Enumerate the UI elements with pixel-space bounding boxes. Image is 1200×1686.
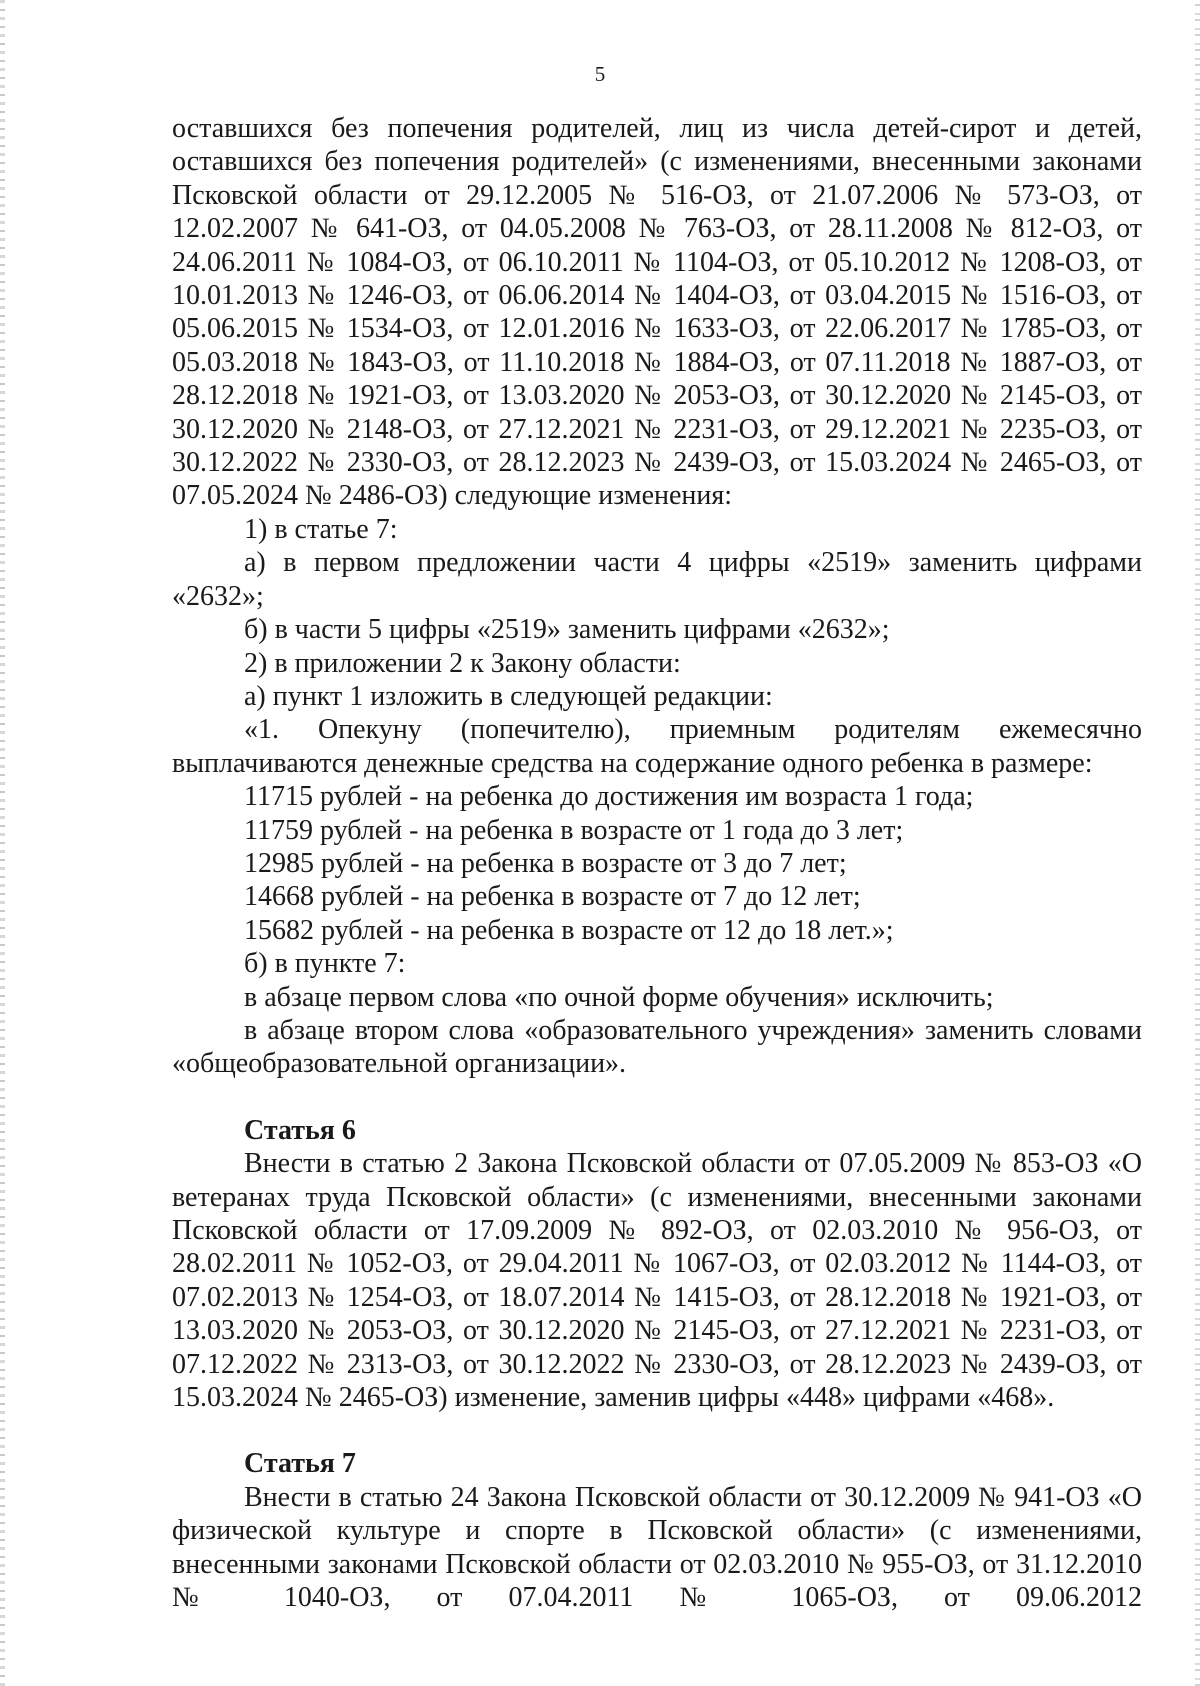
paragraph: Внести в статью 2 Закона Псковской области от 07.05.2009 № 853-ОЗ «О ветеранах труда Псковской области» (с изменениями, внесенными законами Псковской области от 17.09.2009 № 892-ОЗ, от 02.03.2010 № 956-ОЗ, от 28.02.2011 № 1052-ОЗ, от 29.04.2011 № 1067-ОЗ, от 02.03.2012 № 1144-ОЗ, от 07.02.2013 № 1254-ОЗ, от 18.07.2014 № 1415-ОЗ, от 28.12.2018 № 1921-ОЗ, от 13.03.2020 № 2053-ОЗ, от 30.12.2020 № 2145-ОЗ, от 27.12.2021 № 2231-ОЗ, от 07.12.2022 № 2313-ОЗ, от 30.12.2022 № 2330-ОЗ, от 28.12.2023 № 2439-ОЗ, от 15.03.2024 № 2465-ОЗ) изменение, заменив цифры «448» цифрами «468». — [172, 1148, 1142, 1414]
paragraph: 1) в статье 7: — [244, 513, 398, 545]
scan-edge-left — [0, 0, 5, 1686]
article-heading: Статья 7 — [244, 1448, 356, 1480]
paragraph: а) в первом предложении части 4 цифры «2519» заменить цифрами «2632»; — [172, 547, 1142, 612]
paragraph: а) пункт 1 изложить в следующей редакции: — [244, 680, 773, 712]
paragraph: Внести в статью 24 Закона Псковской области от 30.12.2009 № 941-ОЗ «О физической культуре и спорте в Псковской области» (с изменениями, внесенными законами Псковской области от 02.03.2010 № 955-ОЗ, от 31.12.2010 № 1040-ОЗ, от 07.04.2011 № 1065-ОЗ, от 09.06.2012 — [172, 1481, 1142, 1614]
article-heading: Статья 6 — [244, 1114, 356, 1146]
document-body — [172, 112, 1142, 1614]
paragraph: 2) в приложении 2 к Закону области: — [244, 647, 681, 679]
section-gap — [172, 1414, 1142, 1447]
paragraph: 11759 рублей - на ребенка в возрасте от 1 года до 3 лет; — [244, 814, 904, 846]
paragraph: «1. Опекуну (попечителю), приемным родителям ежемесячно выплачиваются денежные средства на содержание одного ребенка в размере: — [172, 714, 1142, 779]
paragraph: 15682 рублей - на ребенка в возрасте от 12 до 18 лет.»; — [244, 914, 894, 946]
page-number: 5 — [594, 62, 606, 86]
paragraph: 12985 рублей - на ребенка в возрасте от 3 до 7 лет; — [244, 847, 847, 879]
section-gap — [172, 1081, 1142, 1114]
paragraph: б) в пункте 7: — [244, 948, 406, 980]
paragraph: 11715 рублей - на ребенка до достижения им возраста 1 года; — [244, 781, 974, 813]
paragraph: оставшихся без попечения родителей, лиц из числа детей-сирот и детей, оставшихся без попечения родителей» (с изменениями, внесенными законами Псковской области от 29.12.2005 № 516-ОЗ, от 21.07.2006 № 573-ОЗ, от 12.02.2007 № 641-ОЗ, от 04.05.2008 № 763-ОЗ, от 28.11.2008 № 812-ОЗ, от 24.06.2011 № 1084-ОЗ, от 06.10.2011 № 1104-ОЗ, от 05.10.2012 № 1208-ОЗ, от 10.01.2013 № 1246-ОЗ, от 06.06.2014 № 1404-ОЗ, от 03.04.2015 № 1516-ОЗ, от 05.06.2015 № 1534-ОЗ, от 12.01.2016 № 1633-ОЗ, от 22.06.2017 № 1785-ОЗ, от 05.03.2018 № 1843-ОЗ, от 11.10.2018 № 1884-ОЗ, от 07.11.2018 № 1887-ОЗ, от 28.12.2018 № 1921-ОЗ, от 13.03.2020 № 2053-ОЗ, от 30.12.2020 № 2145-ОЗ, от 30.12.2020 № 2148-ОЗ, от 27.12.2021 № 2231-ОЗ, от 29.12.2021 № 2235-ОЗ, от 30.12.2022 № 2330-ОЗ, от 28.12.2023 № 2439-ОЗ, от 15.03.2024 № 2465-ОЗ, от 07.05.2024 № 2486-ОЗ) следующие изменения: — [172, 113, 1142, 512]
paragraph: в абзаце первом слова «по очной форме обучения» исключить; — [244, 981, 994, 1013]
scan-edge-right — [1195, 0, 1200, 1686]
paragraph: 14668 рублей - на ребенка в возрасте от 7 до 12 лет; — [244, 881, 861, 913]
paragraph: б) в части 5 цифры «2519» заменить цифрами «2632»; — [244, 614, 890, 646]
paragraph: в абзаце втором слова «образовательного учреждения» заменить словами «общеобразовательной организации». — [172, 1014, 1142, 1080]
